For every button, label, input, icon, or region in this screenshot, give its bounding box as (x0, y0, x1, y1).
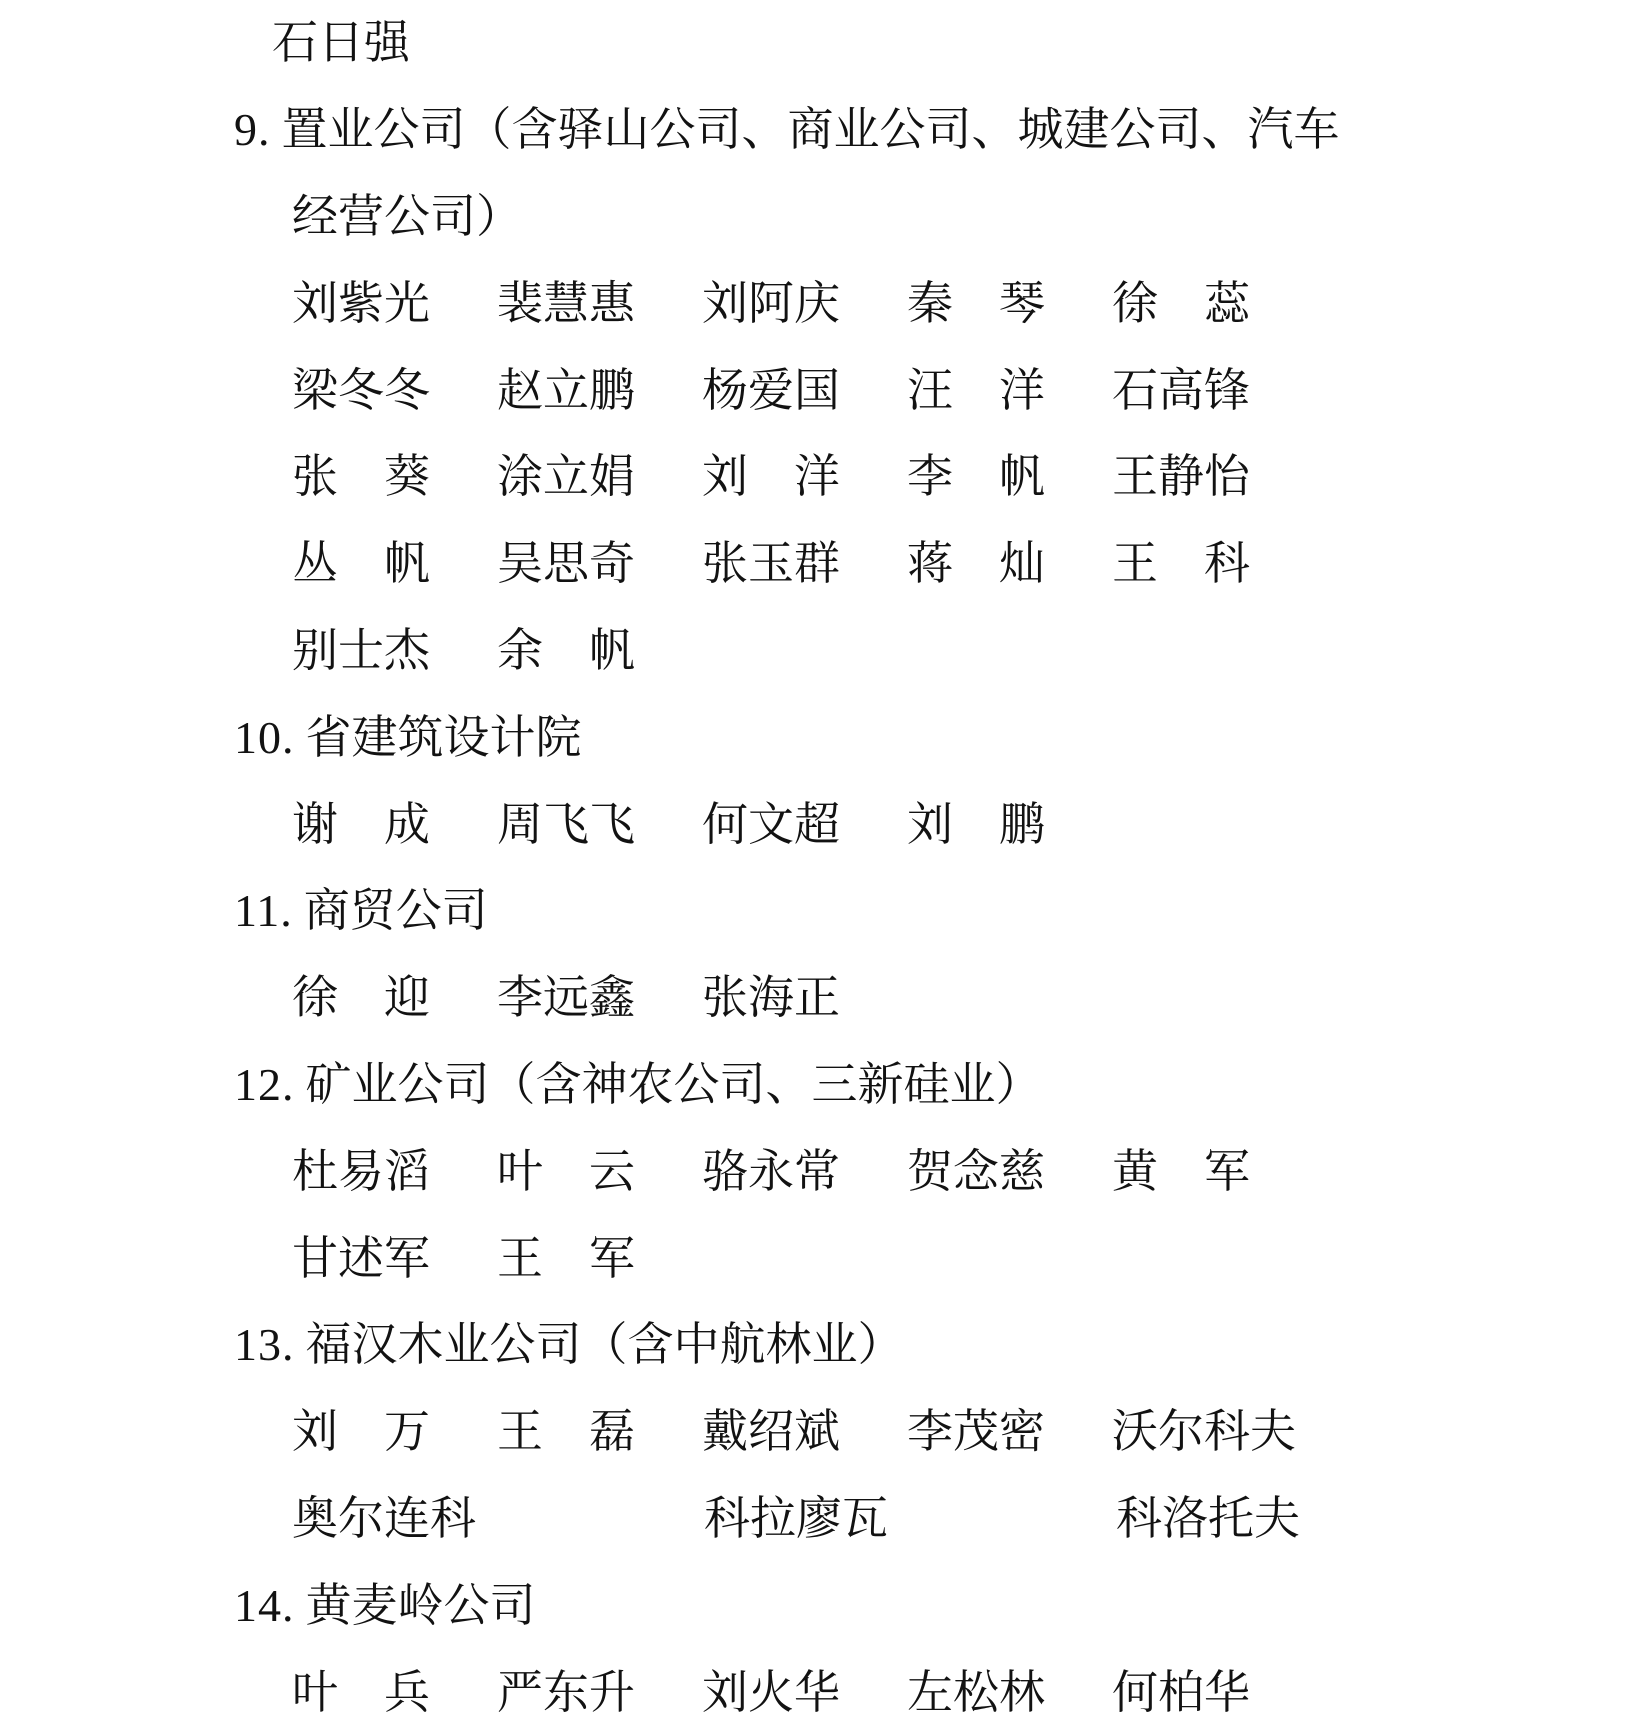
person-name: 张海正 (702, 972, 840, 1024)
person-name: 吴思奇 (497, 538, 635, 590)
section-heading-14 (0, 1562, 1650, 1649)
person-name: 石高锋 (1112, 364, 1250, 416)
person-name: 李远鑫 (497, 972, 635, 1024)
person-name: 叶 兵 (292, 1666, 430, 1718)
person-name: 杜易滔 (292, 1145, 430, 1197)
person-name: 戴绍斌 (702, 1406, 840, 1458)
person-name: 王 军 (497, 1232, 635, 1284)
person-name: 梁冬冬 (292, 364, 430, 416)
person-name: 徐 蕊 (1112, 277, 1250, 329)
section-number: 10. (234, 711, 295, 763)
person-name: 王 科 (1112, 538, 1250, 590)
person-name: 周飞飞 (497, 798, 635, 850)
name-row (0, 521, 1650, 608)
section-title: 置业公司（含驿山公司、商业公司、城建公司、汽车 (281, 104, 1340, 156)
section-number: 11. (234, 885, 293, 937)
section-title: 商贸公司 (303, 885, 488, 937)
person-name: 涂立娟 (497, 451, 635, 503)
person-name: 沃尔科夫 (1112, 1406, 1296, 1458)
section-heading-13 (0, 1302, 1650, 1389)
section-heading-9-wrap (0, 174, 1650, 261)
section-number: 9. (234, 104, 271, 156)
person-name: 裴慧惠 (497, 277, 635, 329)
person-name: 刘 鹏 (907, 798, 1045, 850)
person-name: 徐 迎 (292, 972, 430, 1024)
person-name: 黄 军 (1112, 1145, 1250, 1197)
name-row (0, 1649, 1650, 1736)
person-name: 科拉廖瓦 (704, 1492, 888, 1544)
person-name: 左松林 (907, 1666, 1045, 1718)
section-title: 省建筑设计院 (305, 711, 582, 763)
continuation-name-row (0, 0, 1650, 87)
person-name: 刘紫光 (292, 277, 430, 329)
person-name: 李茂密 (907, 1406, 1045, 1458)
person-name: 赵立鹏 (497, 364, 635, 416)
section-number: 13. (234, 1319, 295, 1371)
person-name: 丛 帆 (292, 538, 430, 590)
name-row (0, 955, 1650, 1042)
section-title: 黄麦岭公司 (305, 1579, 536, 1631)
name-row (0, 1128, 1650, 1215)
person-name: 余 帆 (497, 624, 635, 676)
section-number: 14. (234, 1579, 295, 1631)
person-name: 李 帆 (907, 451, 1045, 503)
person-name: 张 葵 (292, 451, 430, 503)
section-heading-12 (0, 1042, 1650, 1129)
person-name: 汪 洋 (907, 364, 1045, 416)
person-name: 何柏华 (1112, 1666, 1250, 1718)
person-name: 何文超 (702, 798, 840, 850)
name-row (0, 434, 1650, 521)
name-row (0, 1389, 1650, 1476)
person-name: 刘 洋 (702, 451, 840, 503)
person-name: 叶 云 (497, 1145, 635, 1197)
person-name: 甘述军 (292, 1232, 430, 1284)
name-row (0, 347, 1650, 434)
person-name: 刘阿庆 (702, 277, 840, 329)
person-name: 谢 成 (292, 798, 430, 850)
person-name: 秦 琴 (907, 277, 1045, 329)
person-name: 严东升 (497, 1666, 635, 1718)
name-row-wide (0, 1476, 1650, 1563)
person-name: 骆永常 (702, 1145, 840, 1197)
name-row (0, 1215, 1650, 1302)
person-name: 杨爱国 (702, 364, 840, 416)
section-number: 12. (234, 1058, 295, 1110)
section-heading-9 (0, 87, 1650, 174)
person-name: 王 磊 (497, 1406, 635, 1458)
person-name: 刘 万 (292, 1406, 430, 1458)
section-title: 矿业公司（含神农公司、三新硅业） (305, 1058, 1042, 1110)
section-heading-11 (0, 868, 1650, 955)
person-name: 奥尔连科 (292, 1492, 476, 1544)
person-name: 蒋 灿 (907, 538, 1045, 590)
person-name: 张玉群 (702, 538, 840, 590)
person-name: 刘火华 (702, 1666, 840, 1718)
person-name: 王静怡 (1112, 451, 1250, 503)
person-name: 石日强 (272, 17, 410, 69)
section-title: 福汉木业公司（含中航林业） (305, 1319, 904, 1371)
section-heading-10 (0, 694, 1650, 781)
person-name: 别士杰 (292, 624, 430, 676)
person-name: 科洛托夫 (1116, 1492, 1300, 1544)
person-name: 贺念慈 (907, 1145, 1045, 1197)
name-row (0, 608, 1650, 695)
name-row (0, 260, 1650, 347)
section-title-continued: 经营公司） (292, 190, 522, 242)
name-row (0, 781, 1650, 868)
